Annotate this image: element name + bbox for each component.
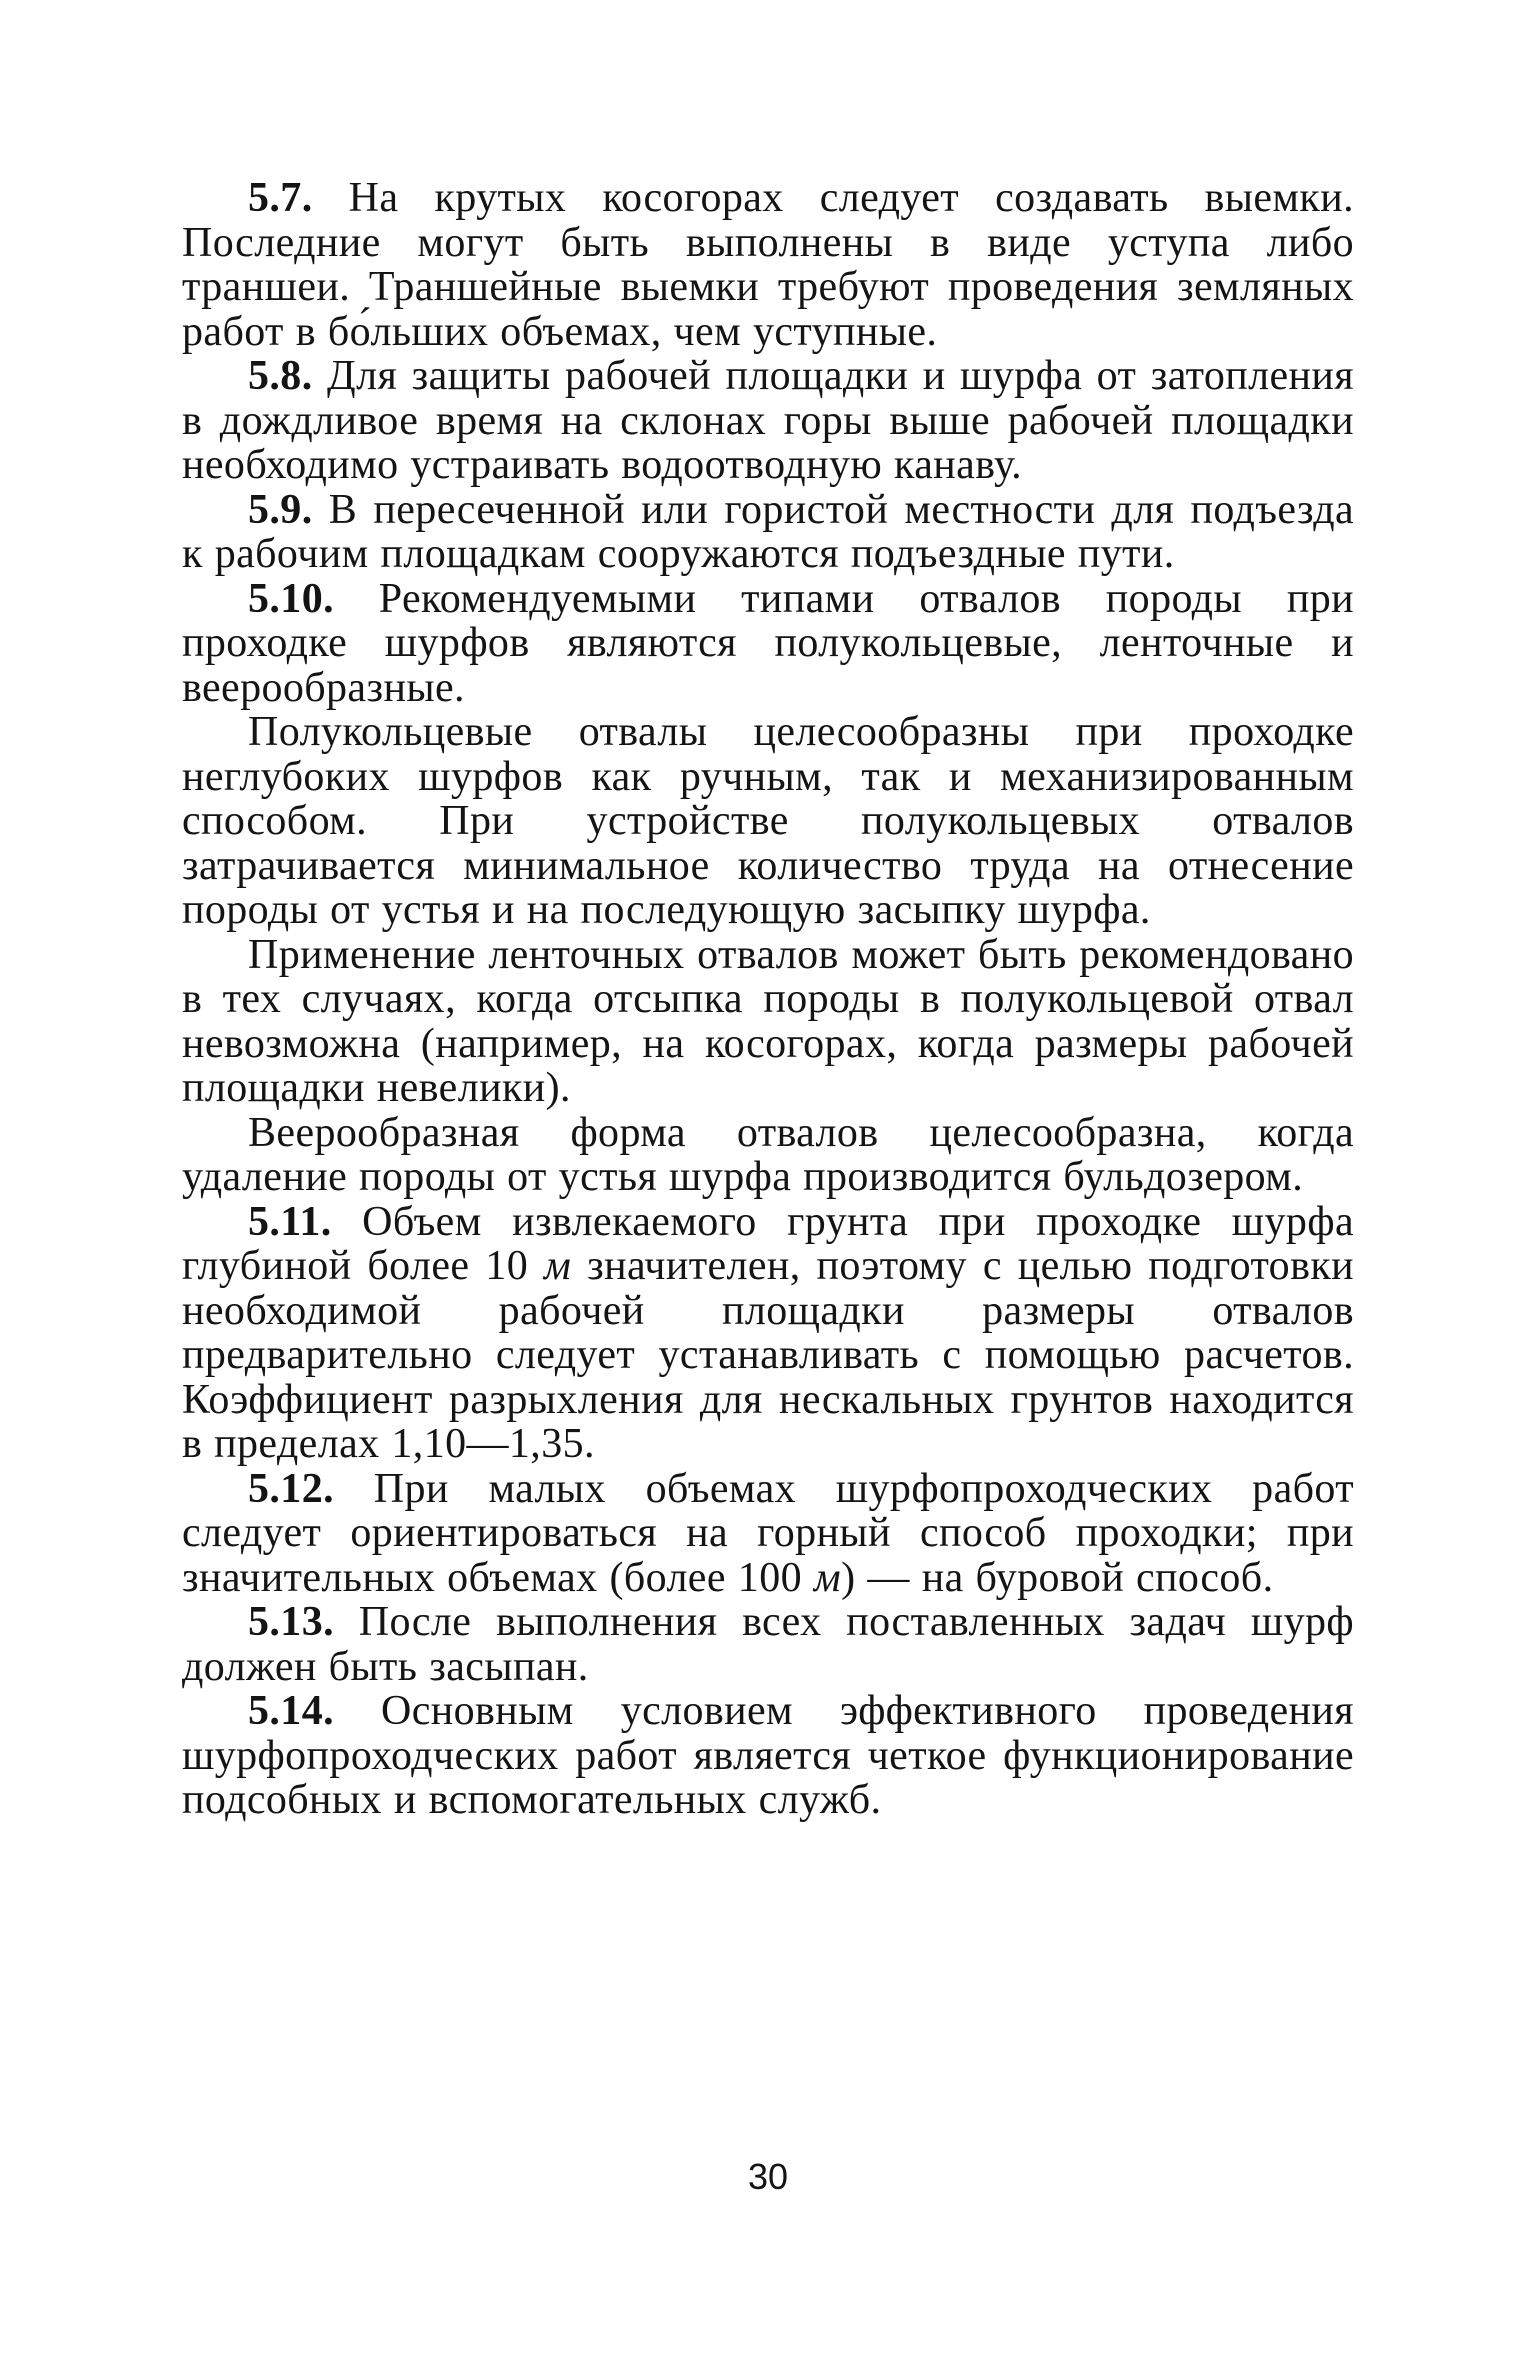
paragraph-text: На крутых косогорах следует создавать выемки. Последние могут быть выполнены в виде уступа либо траншеи. Траншейные выемки требуют проведения земляных работ в бо́льших объемах, чем уступные. [182,175,1354,355]
paragraph-5-9 [182,488,1354,577]
paragraph-number: 5.10. [248,575,334,622]
paragraph-5-13 [182,1600,1354,1689]
paragraph-text: Веерообразная форма отвалов целесообразна, когда удаление породы от устья шурфа производится бульдозером. [182,1109,1354,1200]
paragraph-5-11 [182,1200,1354,1467]
paragraph-number: 5.14. [248,1688,334,1734]
unit-meter: м [813,1554,842,1601]
paragraph-5-10 [182,577,1354,711]
paragraph-text: В пересеченной или гористой местности для подъезда к рабочим площадкам сооружаются подъездные пути. [182,486,1354,577]
paragraph-strip-dumps [182,933,1354,1111]
paragraph-semicircular-dumps [182,710,1354,933]
paragraph-5-14 [182,1689,1354,1823]
paragraph-number: 5.7. [248,175,313,221]
paragraph-text: Объем извлекаемого грунта при проходке шурфа глубиной более 10 [182,1198,1354,1289]
paragraph-text: ) — на буровой способ. [841,1554,1274,1601]
paragraph-5-7 [182,176,1354,354]
paragraph-text: При малых объемах шурфопроходческих работ следует ориентироваться на горный способ проходки; при значительных объемах (более 100 [182,1465,1354,1601]
paragraph-text: Полукольцевые отвалы целесообразны при проходке неглубоких шурфов как ручным, так и механизированным способом. При устройстве полукольцевых отвалов затрачивается минимальное количество труда на отнесение породы от устья и на последующую засыпку шурфа. [182,709,1354,933]
paragraph-number: 5.9. [248,486,313,533]
paragraph-number: 5.8. [248,353,313,399]
paragraph-fan-dumps [182,1111,1354,1200]
paragraph-number: 5.13. [248,1599,334,1645]
paragraph-text: Применение ленточных отвалов может быть рекомендовано в тех случаях, когда отсыпка породы в полукольцевой отвал невозможна (например, на косогорах, когда размеры рабочей площадки невелики). [182,931,1354,1111]
paragraph-5-8 [182,354,1354,488]
paragraph-text: Рекомендуемыми типами отвалов породы при проходке шурфов являются полукольцевые, ленточные и веерообразные. [182,575,1354,711]
paragraph-number: 5.11. [248,1198,332,1245]
paragraph-text: Для защиты рабочей площадки и шурфа от затопления в дождливое время на склонах горы выше рабочей площадки необходимо устраивать водоотводную канаву. [182,353,1354,488]
paragraph-text: значителен, поэтому с целью подготовки необходимой рабочей площадки размеры отвалов предварительно следует устанавливать с помощью расчетов. Коэффициент разрыхления для нескальных грунтов находится в пределах 1,10—1,35. [182,1243,1354,1467]
unit-meter: м [543,1243,572,1289]
paragraph-5-12 [182,1467,1354,1601]
page-number: 30 [747,2156,789,2197]
paragraph-number: 5.12. [248,1465,334,1512]
document-body [182,176,1354,1823]
paragraph-text: Основным условием эффективного проведения шурфопроходческих работ является четкое функционирование подсобных и вспомогательных служб. [182,1688,1354,1823]
paragraph-text: После выполнения всех поставленных задач шурф должен быть засыпан. [182,1599,1354,1690]
